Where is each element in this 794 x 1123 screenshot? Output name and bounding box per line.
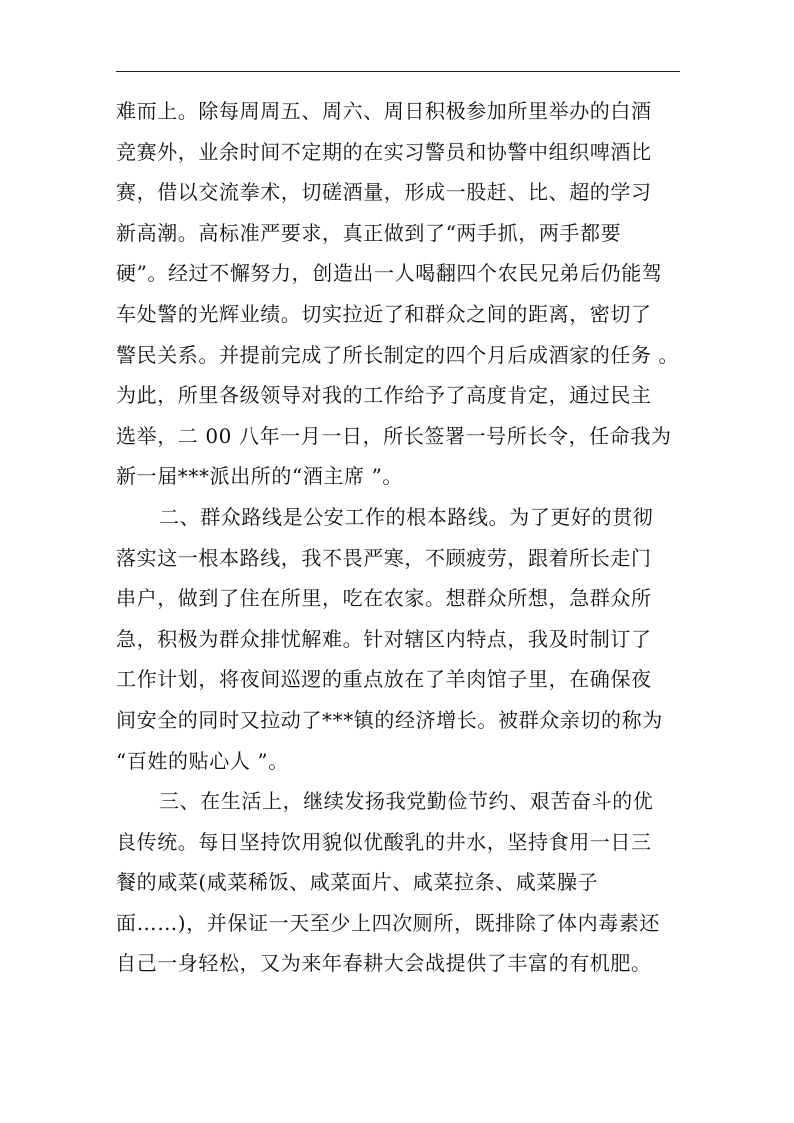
text-line: 新一届***派出所的“酒主席 ”。 xyxy=(116,464,404,489)
text-line: 新高潮。高标准严要求，真正做到了“两手抓，两手都要 xyxy=(116,220,622,245)
header-rule xyxy=(116,71,680,72)
text-line: 工作计划，将夜间巡逻的重点放在了羊肉馆子里，在确保夜 xyxy=(116,667,652,692)
text-line: 为此，所里各级领导对我的工作给予了高度肯定，通过民主 xyxy=(116,383,652,408)
text-line: 车处警的光辉业绩。切实拉近了和群众之间的距离，密切了 xyxy=(116,301,652,326)
text-line: 赛，借以交流拳术，切磋酒量，形成一股赶、比、超的学习 xyxy=(116,180,652,205)
text-line: 竞赛外，业余时间不定期的在实习警员和协警中组织啤酒比 xyxy=(116,139,652,164)
text-line: 落实这一根本路线，我不畏严寒，不顾疲劳，跟着所长走门 xyxy=(116,545,652,570)
paragraph-first-line: 三、在生活上，继续发扬我党勤俭节约、艰苦奋斗的优 xyxy=(159,789,654,814)
text-line: 硬”。经过不懈努力，创造出一人喝翻四个农民兄弟后仍能驾 xyxy=(116,261,663,286)
text-line: 急，积极为群众排忧解难。针对辖区内特点，我及时制订了 xyxy=(116,626,652,651)
text-line: “百姓的贴心人 ”。 xyxy=(116,748,289,773)
text-line: 串户，做到了住在所里，吃在农家。想群众所想，急群众所 xyxy=(116,586,652,611)
text-line: 自己一身轻松，又为来年春耕大会战提供了丰富的有机肥。 xyxy=(116,951,652,976)
text-line: 良传统。每日坚持饮用貌似优酸乳的井水，坚持食用一日三 xyxy=(116,829,652,854)
text-line: 面……)，并保证一天至少上四次厕所，既排除了体内毒素还 xyxy=(116,910,661,935)
text-line: 警民关系。并提前完成了所长制定的四个月后成酒家的任务 。 xyxy=(116,342,680,367)
text-line: 难而上。除每周周五、周六、周日积极参加所里举办的白酒 xyxy=(116,99,652,123)
text-line: 餐的咸菜(咸菜稀饭、咸菜面片、咸菜拉条、咸菜臊子 xyxy=(116,870,599,895)
paragraph-first-line: 二、群众路线是公安工作的根本路线。为了更好的贯彻 xyxy=(159,504,654,529)
text-line: 间安全的同时又拉动了***镇的经济增长。被群众亲切的称为 xyxy=(116,707,663,732)
text-line: 选举，二 00 八年一月一日，所长签署一号所长令，任命我为 xyxy=(116,423,672,448)
body-text xyxy=(116,91,684,984)
